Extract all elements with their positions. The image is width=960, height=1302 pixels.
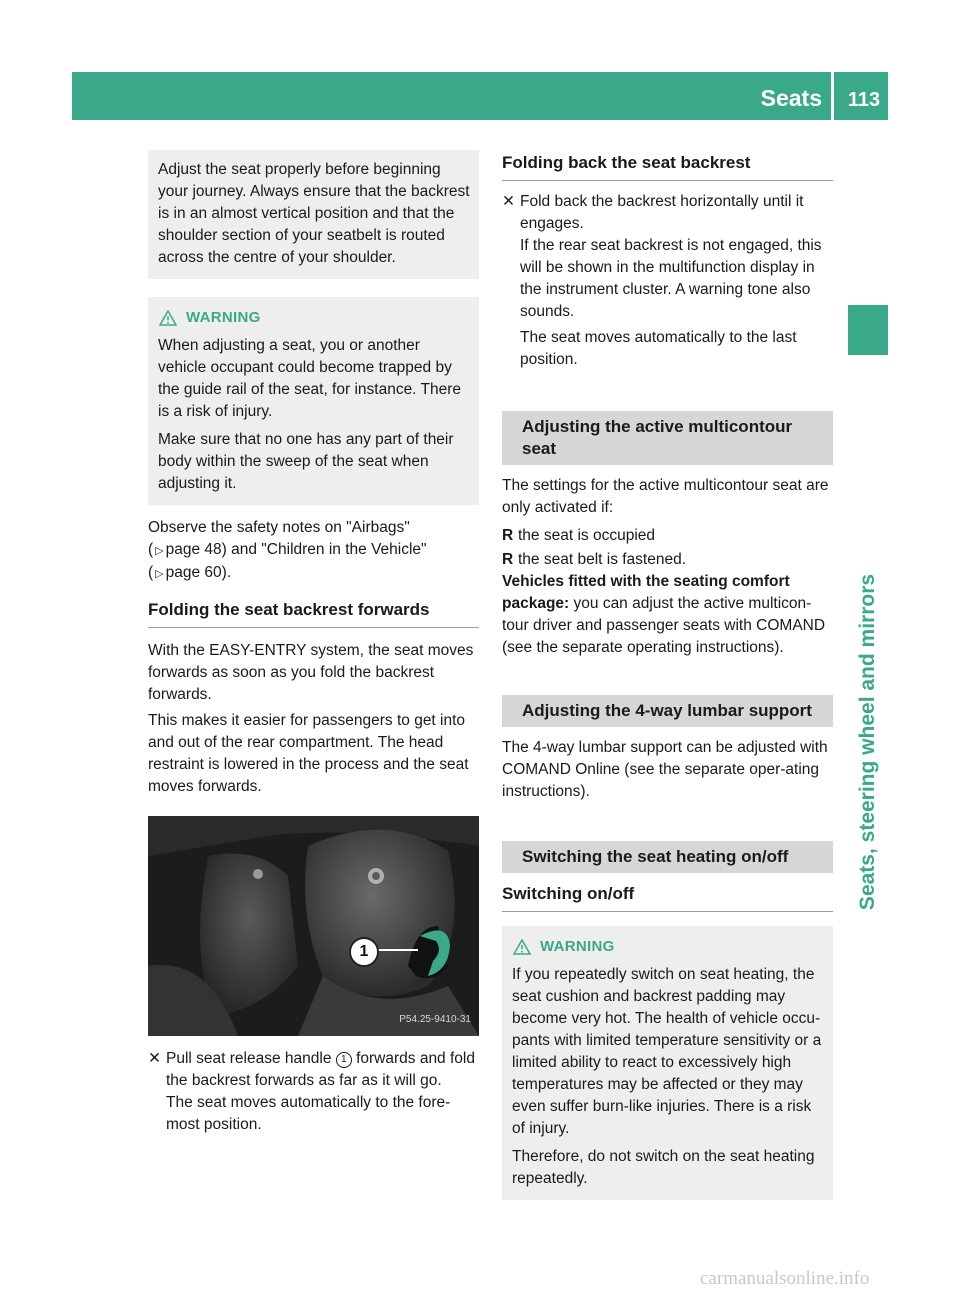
warning-paragraph: Make sure that no one has any part of their body within the sweep of the seat when adjusting it. <box>158 431 454 492</box>
step-item: ✕ Fold back the backrest horizontally until it engages. If the rear seat backrest is not engaged, this will be shown in the multifunction display in the instrument cluster. A warning tone also sounds. The seat moves automatically to the last position. <box>502 191 833 371</box>
callout-1-inline: 1 <box>336 1052 352 1068</box>
section-heading: Switching the seat heating on/off <box>502 841 833 873</box>
note-text: Adjust the seat properly before beginning your journey. Always ensure that the backrest is in an almost vertical position and that the shoulder section of your seatbelt is routed across the centre of your shoulder. <box>158 161 470 266</box>
body-paragraph: With the EASY-ENTRY system, the seat moves forwards as soon as you fold the backrest forwards. <box>148 642 474 703</box>
section-heading: Adjusting the active multicontour seat <box>502 411 833 465</box>
body-paragraph: The 4-way lumbar support can be adjusted with COMAND Online (see the separate oper-ating instructions). <box>502 739 828 800</box>
bullet-icon: R <box>502 551 514 568</box>
warning-title: WARNING <box>540 938 615 955</box>
warning-box <box>148 297 479 505</box>
section-heading: Folding the seat backrest forwards <box>148 599 479 628</box>
warning-triangle-icon <box>158 310 178 326</box>
chapter-label: Seats, steering wheel and mirrors <box>856 573 879 911</box>
warning-heading <box>158 307 471 329</box>
page-number: 113 <box>847 89 881 111</box>
step-result: The seat moves automatically to the last position. <box>520 329 797 368</box>
warning-paragraph: If you repeatedly switch on seat heating, the seat cushion and backrest padding may become very hot. The health of vehicle occu-pants with limited temperature sensitivity or a limited ability to react to excessively high temperatures may be affected or they may even suffer burn-like injuries. There is a risk of injury. <box>512 966 822 1137</box>
header-separator <box>831 72 834 120</box>
step-arrow-icon: ✕ <box>502 193 515 210</box>
warning-paragraph: Therefore, do not switch on the seat heating repeatedly. <box>512 1148 815 1187</box>
list-item: R the seat is occupied <box>502 525 833 547</box>
page-ref-icon: ▷ <box>155 568 164 580</box>
seat-photo <box>148 816 479 1036</box>
step-result: The seat moves automatically to the fore-most position. <box>166 1094 451 1133</box>
list-item: R the seat belt is fastened. <box>502 549 833 571</box>
warning-box <box>502 926 833 1200</box>
footer-watermark: carmanualsonline.info <box>700 1268 870 1289</box>
warning-paragraph: When adjusting a seat, you or another vehicle occupant could become trapped by the guide rail of the seat, for instance. There is a risk of injury. <box>158 337 462 420</box>
bullet-icon: R <box>502 527 514 544</box>
step-item: ✕ Pull seat release handle 1 forwards and fold the backrest forwards as far as it will go. The seat moves automatically to the fore-most position. <box>148 1048 479 1136</box>
body-paragraph: This makes it easier for passengers to get into and out of the rear compartment. The head restraint is lowered in the process and the seat moves forwards. <box>148 712 469 795</box>
safety-reference: Observe the safety notes on "Airbags" ( ▷ page 48) and "Children in the Vehicle" ( ▷ page 60). <box>148 517 479 585</box>
body-paragraph: Vehicles fitted with the seating comfort package: you can adjust the active multicon-tour driver and passenger seats with COMAND (see the separate operating instructions). <box>502 573 826 656</box>
left-column <box>148 150 479 1136</box>
page-title: Seats <box>760 85 822 111</box>
subsection-heading: Switching on/off <box>502 883 833 912</box>
page-ref-icon: ▷ <box>155 545 164 557</box>
chapter-tab <box>848 305 888 355</box>
step-arrow-icon: ✕ <box>148 1050 161 1067</box>
right-column <box>502 150 833 1200</box>
section-heading: Adjusting the 4-way lumbar support <box>502 695 833 727</box>
note-box <box>148 150 479 279</box>
warning-title: WARNING <box>186 309 261 326</box>
body-paragraph: The settings for the active multicontour seat are only activated if: <box>502 477 829 516</box>
seat-illustration <box>148 816 479 1036</box>
warning-triangle-icon <box>512 939 532 955</box>
section-heading: Folding back the seat backrest <box>502 150 833 181</box>
callout-1: 1 <box>349 937 379 967</box>
warning-heading <box>512 936 825 958</box>
page-reference-link[interactable]: page 60 <box>165 564 222 581</box>
page-reference-link[interactable]: page 48 <box>165 541 222 558</box>
image-code: P54.25-9410-31 <box>399 1014 471 1025</box>
